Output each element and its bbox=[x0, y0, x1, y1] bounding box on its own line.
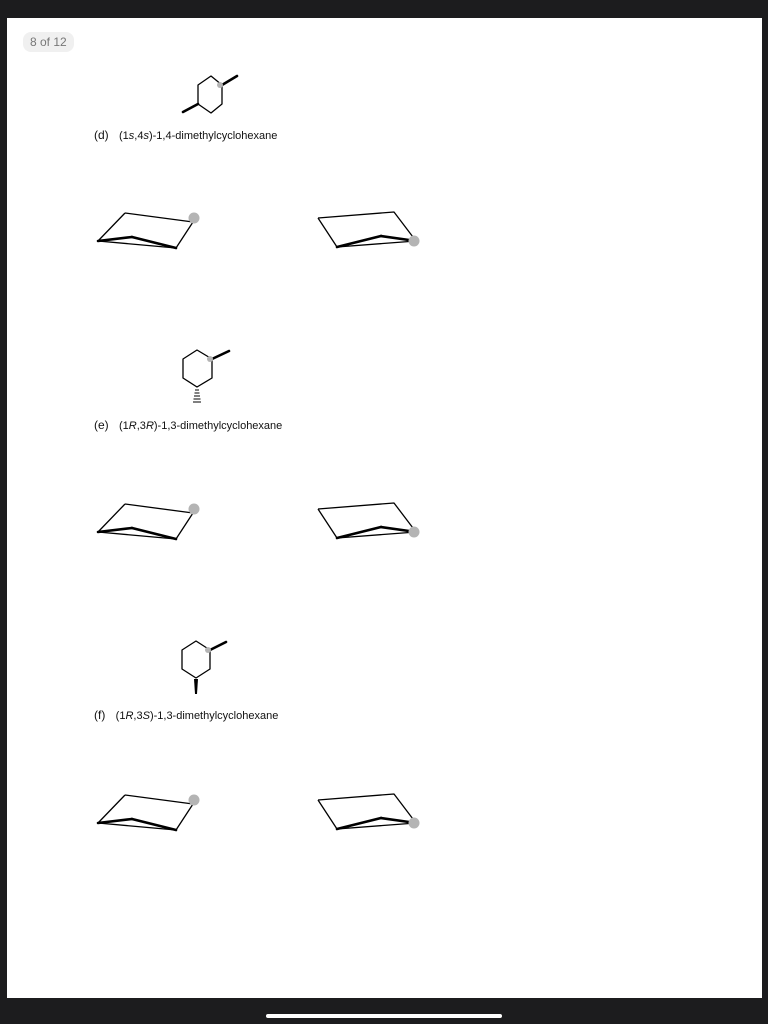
skeletal-ring-d bbox=[183, 76, 237, 113]
chair-f-right-marker bbox=[409, 818, 420, 829]
page-counter: 8 of 12 bbox=[23, 32, 74, 52]
chair-d-left[interactable] bbox=[95, 206, 225, 266]
chair-e-left-marker bbox=[189, 504, 200, 515]
top-bar bbox=[0, 0, 768, 7]
bottom-band bbox=[0, 998, 768, 1024]
chair-f-left[interactable] bbox=[95, 788, 225, 848]
chair-e-right-marker bbox=[409, 527, 420, 538]
problem-d-name: (1s,4s)-1,4-dimethylcyclohexane bbox=[119, 130, 278, 142]
skeletal-ring-f bbox=[182, 641, 226, 694]
document-page[interactable] bbox=[7, 18, 762, 998]
problem-e-name: (1R,3R)-1,3-dimethylcyclohexane bbox=[119, 420, 283, 432]
chair-e-left[interactable] bbox=[95, 497, 225, 557]
chair-d-left-marker bbox=[189, 213, 200, 224]
problem-f-name: (1R,3S)-1,3-dimethylcyclohexane bbox=[115, 710, 279, 722]
chair-f-right[interactable] bbox=[315, 788, 445, 848]
problem-d-letter: (d) bbox=[94, 128, 109, 142]
chair-e-right[interactable] bbox=[315, 497, 445, 557]
problem-e-label bbox=[94, 418, 282, 432]
problem-f-label bbox=[94, 708, 278, 722]
home-indicator[interactable] bbox=[266, 1014, 502, 1018]
skeletal-ring-e bbox=[183, 350, 229, 402]
chair-f-left-marker bbox=[189, 795, 200, 806]
chair-d-right[interactable] bbox=[315, 206, 445, 266]
problem-f-letter: (f) bbox=[94, 708, 106, 722]
problem-e-letter: (e) bbox=[94, 418, 109, 432]
problem-d-label bbox=[94, 128, 277, 142]
chair-d-right-marker bbox=[409, 236, 420, 247]
